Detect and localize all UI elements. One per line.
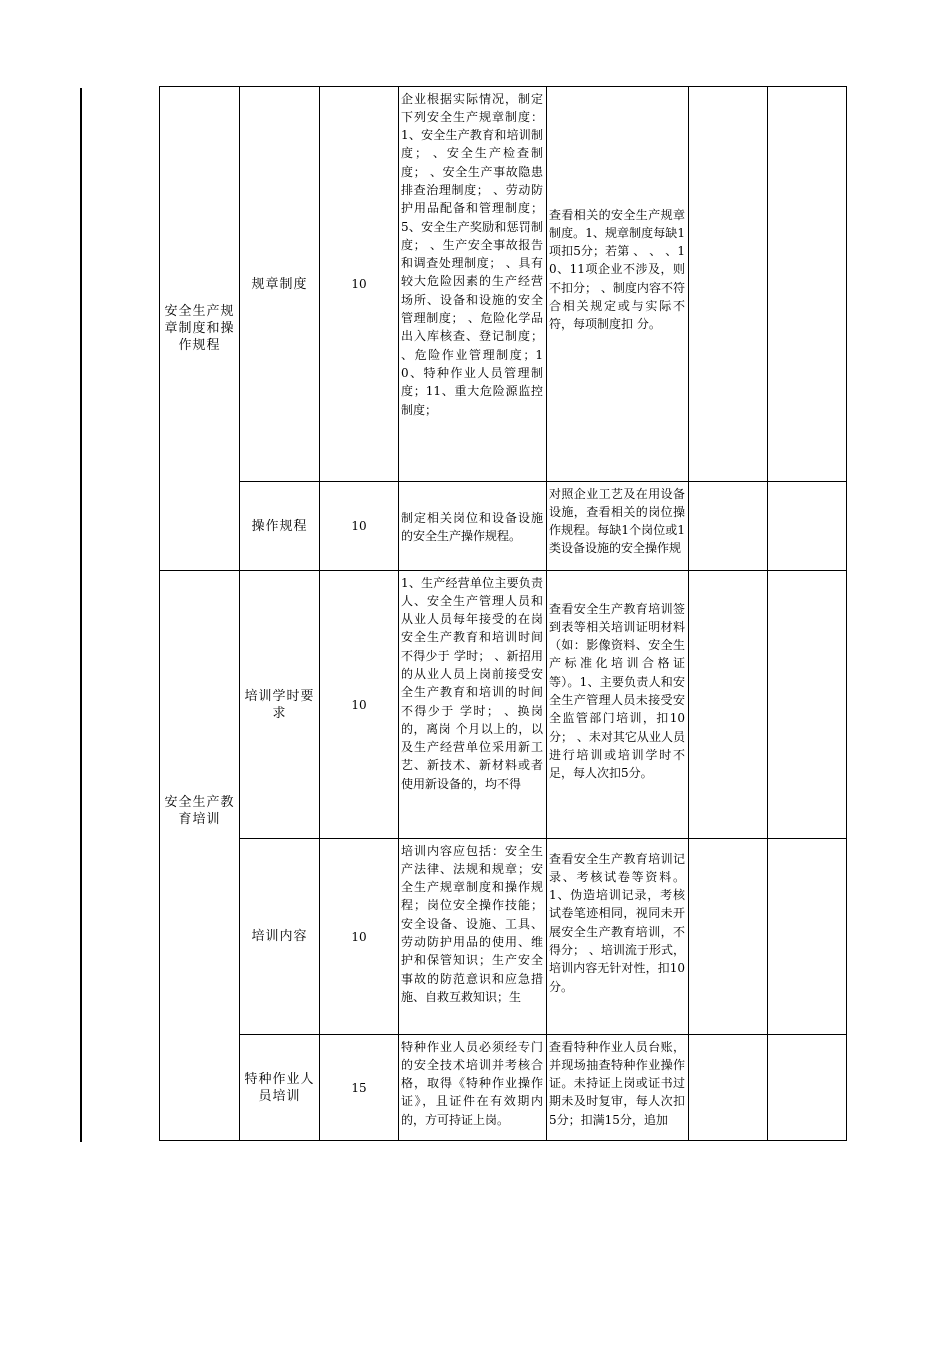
assessment-table — [159, 86, 847, 1141]
item-cell — [240, 571, 320, 839]
blank-cell — [689, 839, 768, 1035]
method-cell — [547, 1035, 689, 1141]
content-cell — [399, 87, 547, 482]
table-row — [160, 839, 847, 1035]
blank-cell — [768, 571, 847, 839]
content-text: 特种作业人员必须经专门的安全技术培训并考核合格，取得《特种作业操作证》，且证件在有效期内的，方可持证上岗。 — [401, 1039, 543, 1127]
table-row — [160, 1035, 847, 1141]
item-label: 培训学时要求 — [244, 688, 315, 721]
item-cell — [240, 1035, 320, 1141]
table-row — [160, 482, 847, 571]
item-label: 特种作业人员培训 — [244, 1071, 315, 1104]
blank-cell — [689, 571, 768, 839]
method-text: 查看相关的安全生产规章制度。1、规章制度每缺1项扣5分；若第 、 、 、10、11项企业不涉及，则不扣分； 、制度内容不符合相关规定或与实际不符，每项制度扣 分。 — [549, 207, 685, 332]
score-cell — [320, 571, 399, 839]
item-cell — [240, 482, 320, 571]
content-cell — [399, 482, 547, 571]
score-cell — [320, 87, 399, 482]
blank-cell — [768, 482, 847, 571]
content-text: 制定相关岗位和设备设施的安全生产操作规程。 — [401, 510, 543, 543]
score-cell — [320, 839, 399, 1035]
item-cell — [240, 87, 320, 482]
method-cell — [547, 571, 689, 839]
content-text: 1、生产经营单位主要负责人、安全生产管理人员和从业人员每年接受的在岗安全生产教育和培训时间不得少于 学时； 、新招用的从业人员上岗前接受安全生产教育和培训的时间不得少于 学时； 、换岗的，离岗 个月以上的，以及生产经营单位采用新工艺、新技术、新材料或者使用新设备的，均不得 — [401, 575, 543, 791]
content-cell — [399, 1035, 547, 1141]
content-text: 培训内容应包括：安全生产法律、法规和规章；安全生产规章制度和操作规程；岗位安全操作技能；安全设备、设施、工具、劳动防护用品的使用、维护和保管知识；生产安全事故的防范意识和应急措施、自救互救知识；生 — [401, 843, 543, 1004]
category-label: 安全生产教育培训 — [164, 795, 235, 827]
table-row — [160, 87, 847, 482]
content-cell — [399, 571, 547, 839]
item-label: 操作规程 — [251, 518, 308, 534]
category-cell — [160, 87, 240, 571]
score-cell — [320, 1035, 399, 1141]
method-text: 查看安全生产教育培训签到表等相关培训证明材料（如：影像资料、安全生产标准化培训合格证等）。1、主要负责人和安全生产管理人员未接受安全监管部门培训，扣10分； 、未对其它从业人员进行培训或培训学时不足，每人次扣5分。 — [549, 601, 685, 781]
method-cell — [547, 87, 689, 482]
blank-cell — [689, 1035, 768, 1141]
method-text: 查看安全生产教育培训记录、考核试卷等资料。1、伪造培训记录，考核试卷笔迹相同，视同未开展安全生产教育培训，不得分； 、培训流于形式，培训内容无针对性，扣10分。 — [549, 851, 685, 994]
table-row — [160, 571, 847, 839]
blank-cell — [768, 1035, 847, 1141]
category-cell — [160, 571, 240, 1141]
method-text: 查看特种作业人员台账，并现场抽查特种作业操作证。未持证上岗或证书过期未及时复审，每人次扣5分；扣满15分，追加 — [549, 1039, 685, 1127]
left-margin-rule — [80, 88, 82, 1142]
score-value: 10 — [351, 697, 367, 712]
blank-cell — [768, 87, 847, 482]
content-text: 企业根据实际情况，制定下列安全生产规章制度：1、安全生产教育和培训制度； 、安全生产检查制度； 、安全生产事故隐患排查治理制度； 、劳动防护用品配备和管理制度；5、安全生产奖励和惩罚制度； 、生产安全事故报告和调查处理制度； 、具有较大危险因素的生产经营场所、设备和设施的安全管理制度； 、危险化学品出入库核查、登记制度； 、危险作业管理制度；10、特种作业人员管理制度；11、重大危险源监控制度； — [401, 91, 543, 417]
score-value: 10 — [351, 519, 367, 533]
score-value: 10 — [351, 277, 367, 291]
method-cell — [547, 839, 689, 1035]
content-cell — [399, 839, 547, 1035]
score-cell — [320, 482, 399, 571]
item-label: 规章制度 — [251, 276, 308, 292]
blank-cell — [689, 482, 768, 571]
item-cell — [240, 839, 320, 1035]
score-value: 15 — [351, 1080, 367, 1095]
blank-cell — [689, 87, 768, 482]
item-label: 培训内容 — [251, 929, 308, 944]
method-text: 对照企业工艺及在用设备设施，查看相关的岗位操作规程。每缺1个岗位或1类设备设施的安全操作规 — [549, 486, 685, 556]
score-value: 10 — [351, 929, 367, 944]
blank-cell — [768, 839, 847, 1035]
category-label: 安全生产规章制度和操作规程 — [164, 304, 235, 353]
method-cell — [547, 482, 689, 571]
